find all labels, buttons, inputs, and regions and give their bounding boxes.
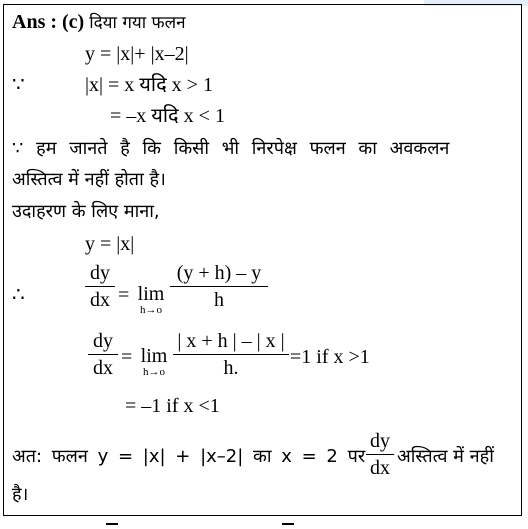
answer-header <box>12 10 186 35</box>
conclusion-part-1: अत: फलन y = |x| + |x–2| का x = 2 पर <box>12 446 366 467</box>
limit-fraction-2 <box>173 330 289 379</box>
limit-fraction-1 <box>170 262 268 311</box>
case-negative: = –1 if x <1 <box>125 395 220 417</box>
limit-text-1: lim <box>137 283 165 305</box>
therefore-symbol: ∴ <box>12 284 25 306</box>
equals-sign-1: = <box>118 284 130 306</box>
answer-label: Ans : (c) <box>12 11 85 33</box>
limit-operator-1 <box>134 284 168 316</box>
conclusion-derivative-denominator: dx <box>370 457 390 479</box>
conclusion-line-2: है। <box>12 484 29 505</box>
derivative-fraction-1 <box>85 262 115 311</box>
limit-numerator-2: | x + h | – | x | <box>173 330 289 355</box>
derivative-fraction-2 <box>88 330 118 379</box>
statement-line-2: अस्तित्व में नहीं होता है। <box>12 169 166 190</box>
statement-line-1: ∵ हम जानते है कि किसी भी निरपेक्ष फलन का अवकलन <box>12 138 450 159</box>
example-function: y = |x| <box>85 233 135 255</box>
intro-text: दिया गया फलन <box>89 13 186 33</box>
answer-box <box>3 4 522 516</box>
limit-numerator-1: (y + h) – y <box>170 262 268 287</box>
derivative-numerator-2: dy <box>88 330 118 355</box>
cropped-mark-left <box>106 523 118 525</box>
derivative-numerator-1: dy <box>85 262 115 287</box>
abs-case-1-text: |x| = x यदि x > 1 <box>85 74 213 96</box>
derivative-denominator-2: dx <box>93 357 113 379</box>
limit-subscript-1: h→o <box>140 304 162 316</box>
example-intro: उदाहरण के लिए माना, <box>12 201 160 222</box>
limit-subscript-2: h→o <box>143 366 165 378</box>
equals-sign-2: = <box>121 346 133 368</box>
case-positive: =1 if x >1 <box>290 346 370 368</box>
limit-denominator-1: h <box>214 289 224 311</box>
limit-text-2: lim <box>140 345 168 367</box>
limit-operator-2 <box>137 346 171 378</box>
conclusion-derivative-numerator: dy <box>366 430 394 455</box>
function-definition: y = |x|+ |x–2| <box>85 43 189 65</box>
because-symbol-1: ∵ <box>12 74 25 96</box>
abs-case-1 <box>85 73 213 97</box>
limit-denominator-2: h. <box>223 357 239 379</box>
abs-case-2: = –x यदि x < 1 <box>110 105 225 127</box>
conclusion-derivative <box>366 430 394 479</box>
derivative-denominator-1: dx <box>90 289 110 311</box>
cropped-mark-right <box>282 523 294 525</box>
conclusion-part-2: अस्तित्व में नहीं <box>397 446 494 467</box>
